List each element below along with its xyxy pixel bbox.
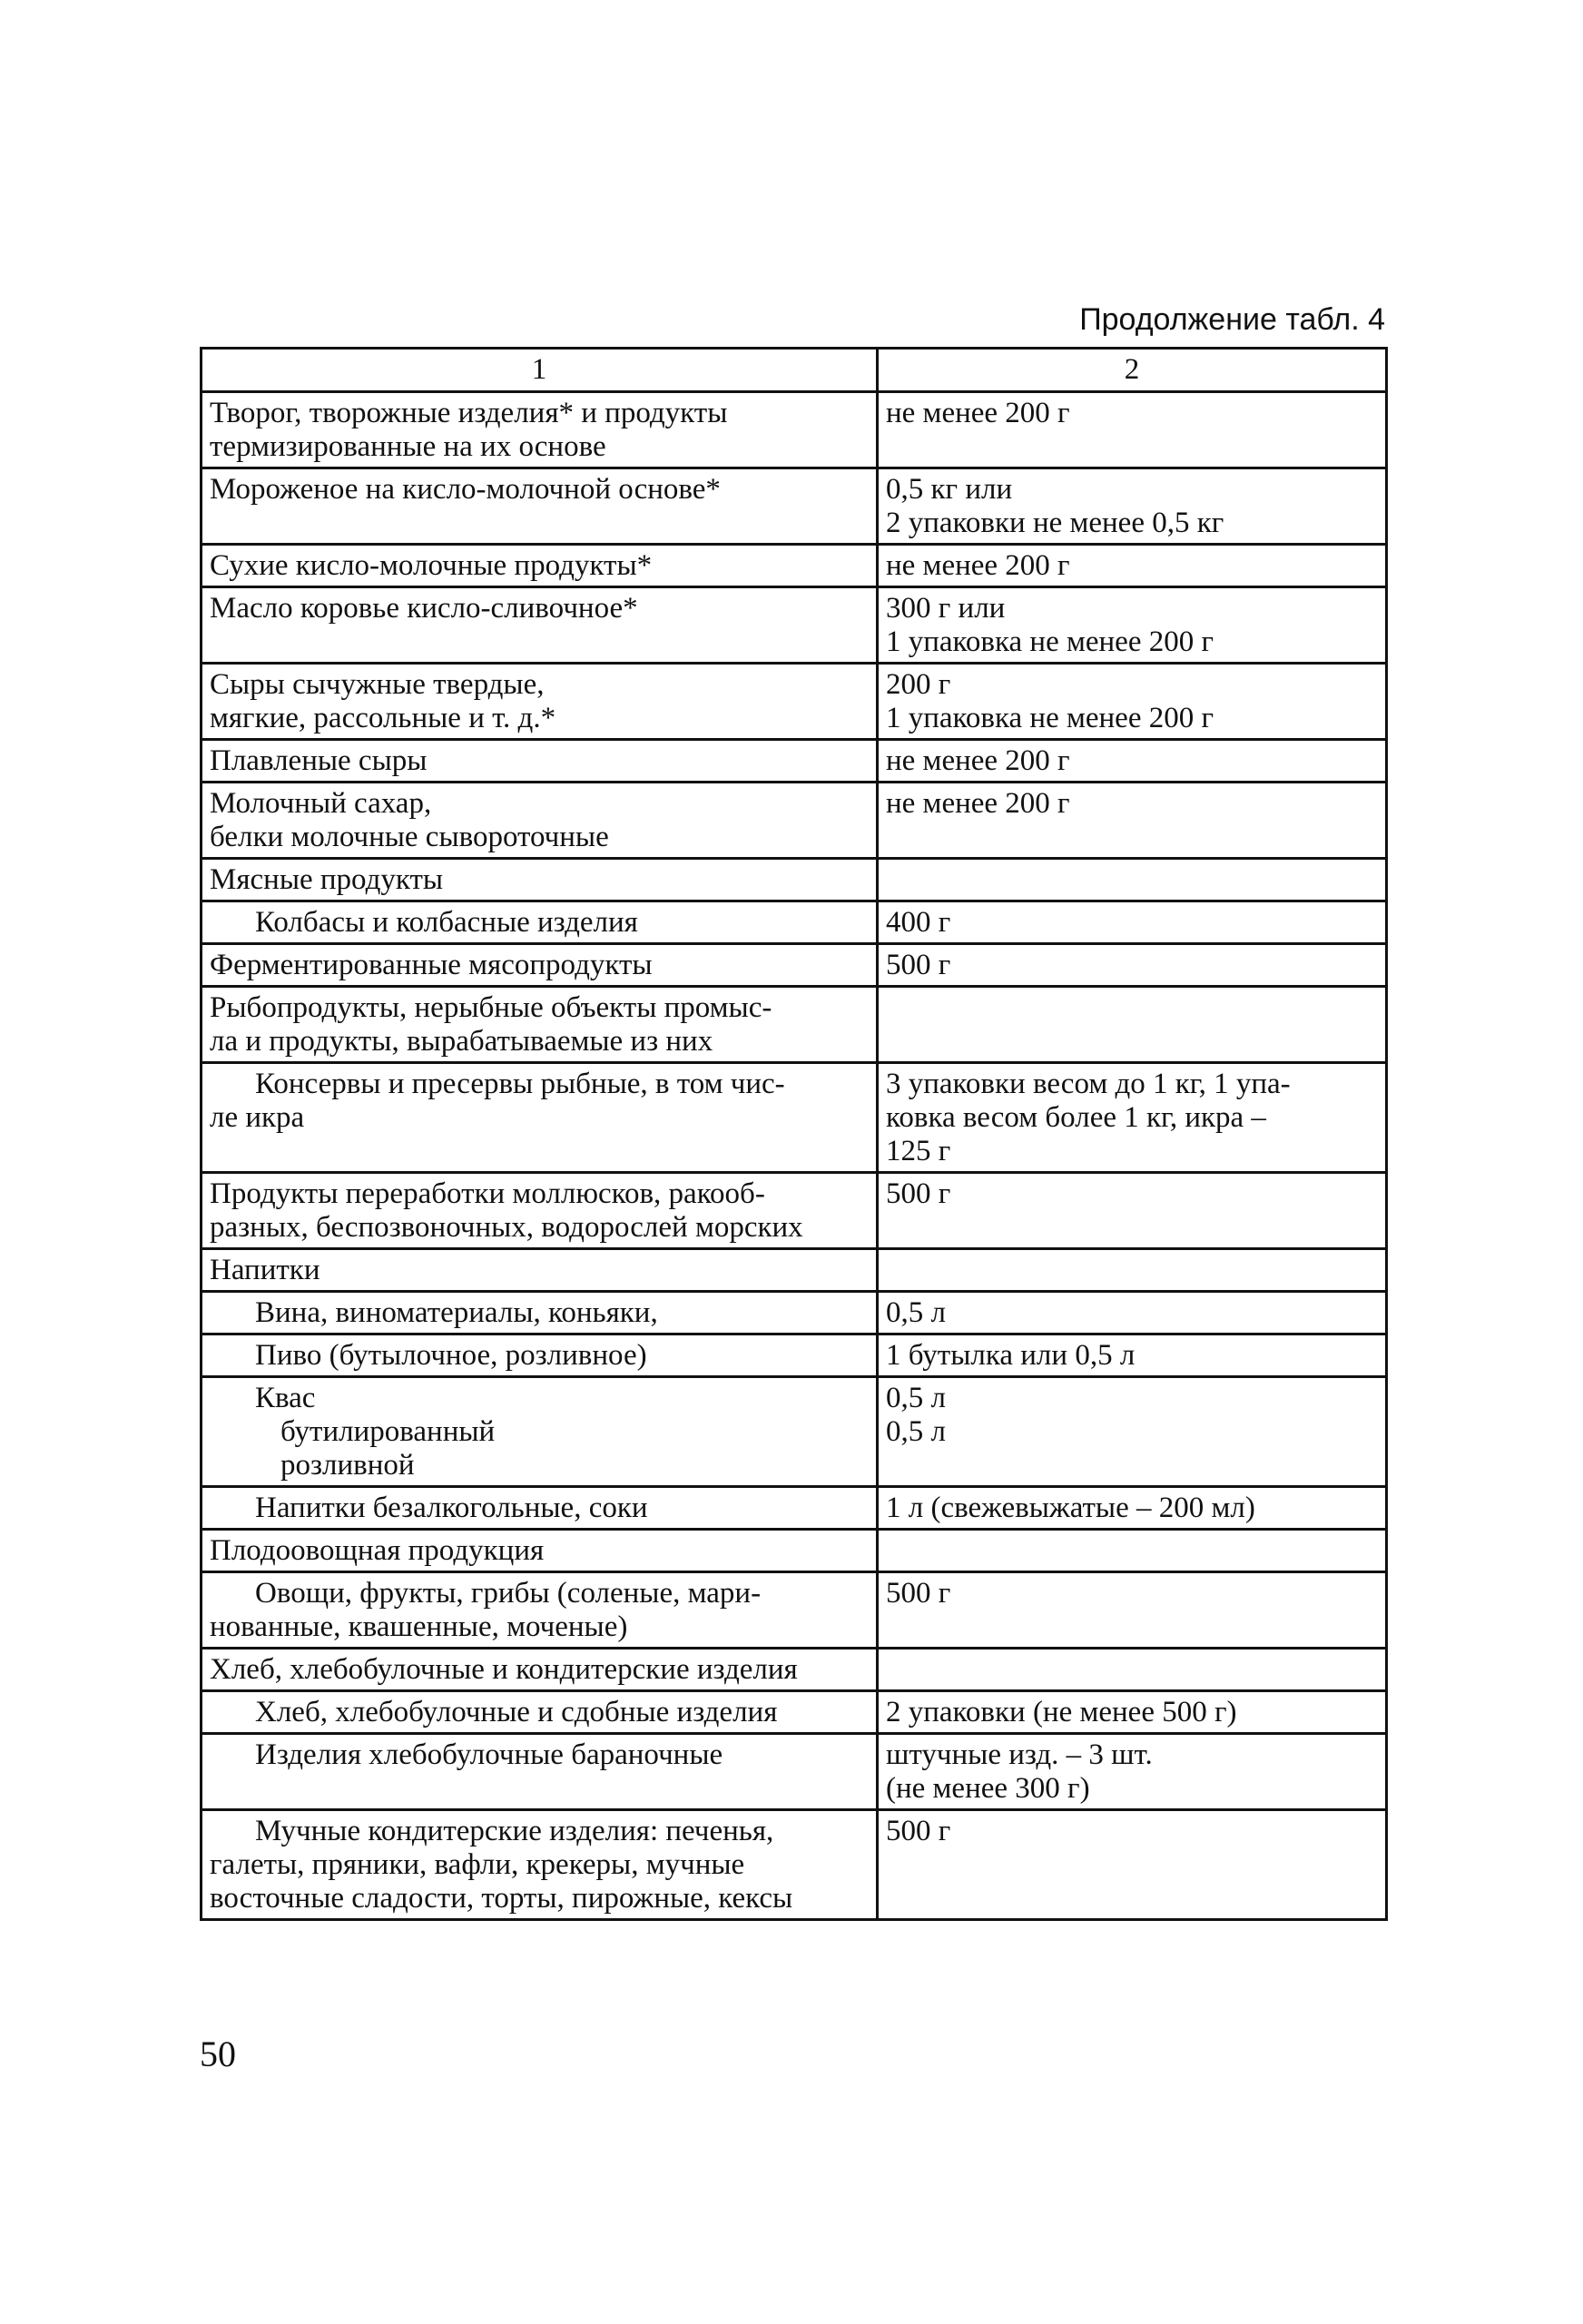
product-name — [202, 740, 878, 783]
table-row — [202, 1572, 1387, 1649]
sample-size-line: 1 упаковка не менее 200 г — [886, 625, 1214, 658]
product-name-line: Сыры сычужные твердые, — [210, 668, 545, 701]
sample-size-line: ковка весом более 1 кг, икра – — [886, 1101, 1266, 1134]
sample-size-line: штучные изд. – 3 шт. — [886, 1738, 1153, 1771]
page-number: 50 — [200, 2034, 236, 2074]
sample-size — [878, 1691, 1387, 1734]
sample-size-line: (не менее 300 г) — [886, 1772, 1090, 1805]
product-name-line: Вина, виноматериалы, коньяки, — [255, 1296, 658, 1329]
column-number-1: 1 — [202, 349, 878, 392]
product-name-line: Хлеб, хлебобулочные и сдобные изделия — [255, 1696, 778, 1728]
product-name-line: Напитки безалкогольные, соки — [255, 1492, 648, 1524]
sample-size — [878, 783, 1387, 859]
sample-size — [878, 1292, 1387, 1334]
section-title-line: Рыбопродукты, нерыбные объекты промыс- — [210, 991, 772, 1024]
product-name-line: Ферментированные мясопродукты — [210, 949, 653, 981]
table-row — [202, 1734, 1387, 1810]
sample-size — [878, 587, 1387, 664]
sample-size-line: 3 упаковки весом до 1 кг, 1 упа- — [886, 1068, 1291, 1100]
sample-size — [878, 1649, 1387, 1691]
sample-size — [878, 1334, 1387, 1377]
sample-size — [878, 545, 1387, 587]
product-name — [202, 1334, 878, 1377]
product-name — [202, 392, 878, 468]
section-title-line: Мясные продукты — [210, 863, 444, 896]
table-header-row — [202, 349, 1387, 392]
product-name-line: Сухие кисло-молочные продукты* — [210, 549, 653, 582]
product-name — [202, 1691, 878, 1734]
table-row — [202, 1334, 1387, 1377]
product-name-line: Мороженое на кисло-молочной основе* — [210, 473, 721, 506]
section-title — [202, 1530, 878, 1572]
sample-size-line: 500 г — [886, 1577, 951, 1610]
sample-size — [878, 1734, 1387, 1810]
sample-size-line: 1 упаковка не менее 200 г — [886, 702, 1214, 734]
section-title-line: Напитки — [210, 1254, 320, 1286]
table-section-row — [202, 987, 1387, 1063]
table-row — [202, 740, 1387, 783]
sample-size-line: 500 г — [886, 1177, 951, 1210]
sample-size — [878, 1487, 1387, 1530]
sample-size — [878, 859, 1387, 901]
table-row — [202, 783, 1387, 859]
product-name-line: разных, беспозвоночных, водорослей морских — [210, 1211, 803, 1244]
product-name — [202, 944, 878, 987]
section-title-line: Плодоовощная продукция — [210, 1534, 545, 1567]
sample-size-line: 300 г или — [886, 592, 1006, 625]
section-title-line: ла и продукты, вырабатываемые из них — [210, 1025, 713, 1058]
sample-size-line: не менее 200 г — [886, 744, 1070, 777]
sample-size-line: 1 л (свежевыжатые – 200 мл) — [886, 1492, 1255, 1524]
table-row — [202, 587, 1387, 664]
product-name-line: мягкие, рассольные и т. д.* — [210, 702, 556, 734]
table-section-row — [202, 1649, 1387, 1691]
table-row — [202, 1810, 1387, 1920]
product-name-line: термизированные на их основе — [210, 430, 606, 463]
product-name — [202, 1572, 878, 1649]
product-name-line: галеты, пряники, вафли, крекеры, мучные — [210, 1848, 745, 1881]
sample-size-line: 1 бутылка или 0,5 л — [886, 1339, 1136, 1372]
sample-size-line: 2 упаковки не менее 0,5 кг — [886, 507, 1224, 539]
table-row — [202, 1292, 1387, 1334]
sample-size-line: не менее 200 г — [886, 787, 1070, 820]
product-name — [202, 1487, 878, 1530]
product-name — [202, 664, 878, 740]
sample-size-line: 2 упаковки (не менее 500 г) — [886, 1696, 1237, 1728]
table-section-row — [202, 1249, 1387, 1292]
product-name-line: Овощи, фрукты, грибы (соленые, мари- — [255, 1577, 762, 1610]
product-name-line: Квас — [255, 1382, 316, 1414]
sample-size — [878, 1810, 1387, 1920]
product-name-line: ле икра — [210, 1101, 305, 1134]
product-name — [202, 468, 878, 545]
sample-size — [878, 1249, 1387, 1292]
product-name — [202, 901, 878, 944]
sample-size — [878, 901, 1387, 944]
sample-size — [878, 944, 1387, 987]
sample-size — [878, 1530, 1387, 1572]
product-name-line: восточные сладости, торты, пирожные, кексы — [210, 1882, 793, 1915]
sample-size — [878, 468, 1387, 545]
sample-size — [878, 392, 1387, 468]
product-name-line: бутилированный — [280, 1415, 496, 1448]
product-name-line: Мучные кондитерские изделия: печенья, — [255, 1815, 774, 1847]
section-title-line: Хлеб, хлебобулочные и кондитерские изделия — [210, 1653, 798, 1686]
column-number-2: 2 — [878, 349, 1387, 392]
sample-size-line: не менее 200 г — [886, 549, 1070, 582]
section-title — [202, 1249, 878, 1292]
product-name — [202, 545, 878, 587]
product-name-line: Колбасы и колбасные изделия — [255, 906, 638, 939]
sample-size-line: 0,5 л — [886, 1415, 946, 1448]
section-title — [202, 859, 878, 901]
sample-size-line: 500 г — [886, 949, 951, 981]
table-row — [202, 1173, 1387, 1249]
product-name-line: Изделия хлебобулочные бараночные — [255, 1738, 723, 1771]
sample-size — [878, 664, 1387, 740]
product-name-line: Творог, творожные изделия* и продукты — [210, 397, 728, 429]
table-caption: Продолжение табл. 4 — [1079, 302, 1385, 337]
product-name — [202, 1377, 878, 1487]
product-name-line: розливной — [280, 1449, 415, 1482]
product-name-line: белки молочные сывороточные — [210, 821, 609, 853]
product-name — [202, 1292, 878, 1334]
table-row — [202, 1691, 1387, 1734]
product-name — [202, 1063, 878, 1173]
table-row — [202, 1377, 1387, 1487]
product-name-line: Масло коровье кисло-сливочное* — [210, 592, 638, 625]
sample-size — [878, 987, 1387, 1063]
product-name-line: Плавленые сыры — [210, 744, 428, 777]
table-row — [202, 901, 1387, 944]
table-row — [202, 664, 1387, 740]
product-name-line: Пиво (бутылочное, розливное) — [255, 1339, 647, 1372]
sample-size-line: 125 г — [886, 1135, 951, 1167]
product-name-line: нованные, квашенные, моченые) — [210, 1610, 628, 1643]
product-name — [202, 587, 878, 664]
table-row — [202, 392, 1387, 468]
sample-size-line: 400 г — [886, 906, 951, 939]
sample-size-line: не менее 200 г — [886, 397, 1070, 429]
product-name-line: Продукты переработки моллюсков, ракооб- — [210, 1177, 765, 1210]
sample-size-line: 0,5 л — [886, 1296, 946, 1329]
product-name-line: Молочный сахар, — [210, 787, 432, 820]
sample-size-line: 0,5 кг или — [886, 473, 1013, 506]
sample-size-line: 200 г — [886, 668, 951, 701]
product-name — [202, 783, 878, 859]
sample-size — [878, 1377, 1387, 1487]
product-name — [202, 1810, 878, 1920]
table-row — [202, 1063, 1387, 1173]
sample-size — [878, 740, 1387, 783]
sample-size — [878, 1063, 1387, 1173]
section-title — [202, 987, 878, 1063]
sample-size-line: 0,5 л — [886, 1382, 946, 1414]
table-row — [202, 944, 1387, 987]
table-row — [202, 1487, 1387, 1530]
table-section-row — [202, 859, 1387, 901]
product-name — [202, 1734, 878, 1810]
product-name — [202, 1173, 878, 1249]
section-title — [202, 1649, 878, 1691]
product-name-line: Консервы и пресервы рыбные, в том чис- — [255, 1068, 785, 1100]
table-row — [202, 545, 1387, 587]
sample-size — [878, 1173, 1387, 1249]
sample-size-line: 500 г — [886, 1815, 951, 1847]
table-section-row — [202, 1530, 1387, 1572]
table-row — [202, 468, 1387, 545]
sample-size-table — [200, 347, 1388, 1921]
sample-size — [878, 1572, 1387, 1649]
